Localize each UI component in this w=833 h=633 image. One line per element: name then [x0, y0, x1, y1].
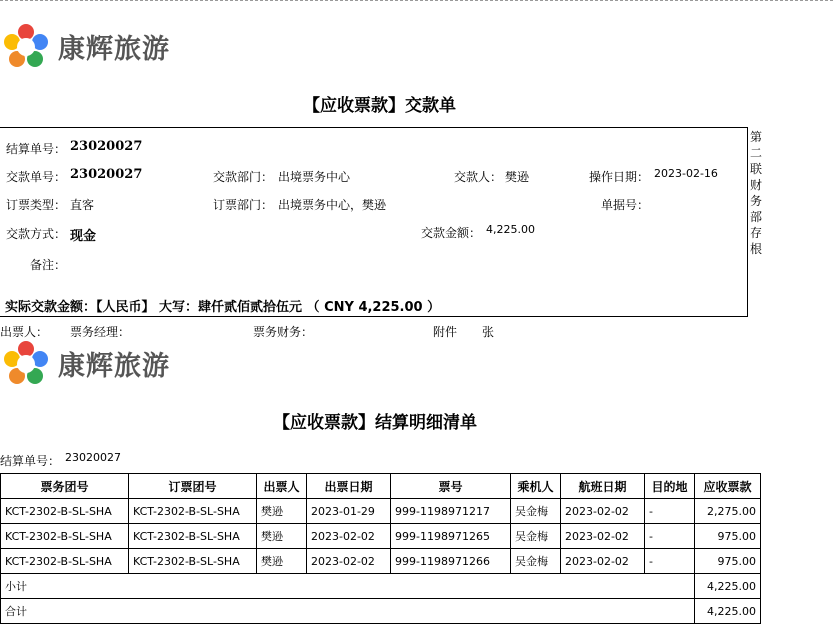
pay-method-label: 交款方式： [6, 227, 67, 241]
op-date-value: 2023-02-16 [654, 167, 718, 180]
company-name-2: 康辉旅游 [58, 350, 170, 382]
issuer-label: 出票人： [0, 325, 49, 339]
op-date-label: 操作日期： [589, 170, 650, 184]
order-dept-label: 订票部门： [213, 198, 274, 212]
total-row [1, 599, 761, 624]
payment-no-label: 交款单号： [6, 170, 67, 184]
order-type-label: 订票类型： [6, 198, 67, 212]
finance-label: 票务财务： [253, 325, 314, 339]
cell: 樊逊 [257, 524, 307, 549]
cell: 吴金梅 [511, 524, 561, 549]
cell: 2023-01-29 [307, 499, 391, 524]
col-issuer: 出票人 [257, 474, 307, 499]
table-row [1, 549, 761, 574]
col-ticket-no: 票号 [391, 474, 511, 499]
cell: - [645, 499, 695, 524]
subtotal-label: 小计 [1, 574, 695, 599]
detail-settlement-label: 结算单号： [0, 454, 61, 468]
company-logo-2 [2, 339, 170, 387]
subtotal-row [1, 574, 761, 599]
cell: 吴金梅 [511, 549, 561, 574]
copy-note: 第二联财务部存根 [749, 130, 762, 256]
cell: - [645, 524, 695, 549]
cell: 吴金梅 [511, 499, 561, 524]
flower-logo-icon [2, 22, 50, 70]
cell: 975.00 [695, 549, 761, 574]
company-name: 康辉旅游 [58, 33, 170, 65]
col-order-group: 订票团号 [129, 474, 257, 499]
cell: 999-1198971266 [391, 549, 511, 574]
cell: KCT-2302-B-SL-SHA [129, 524, 257, 549]
cell: 樊逊 [257, 549, 307, 574]
settlement-no-value: 23020027 [70, 139, 143, 154]
cell: KCT-2302-B-SL-SHA [129, 499, 257, 524]
cell: 2023-02-02 [561, 524, 645, 549]
doc-no-label: 单据号： [601, 198, 650, 212]
manager-label: 票务经理： [70, 325, 131, 339]
actual-amount-text: 实际交款金额：【人民币】 大写：肆仟贰佰贰拾伍元 （ CNY 4,225.00 ） [5, 300, 441, 315]
col-destination: 目的地 [645, 474, 695, 499]
detail-settlement-value: 23020027 [65, 451, 121, 464]
remark-label: 备注： [30, 258, 67, 272]
company-logo [2, 22, 170, 70]
receipt-title: 【应收票款】交款单 [303, 96, 456, 116]
col-receivable: 应收票款 [695, 474, 761, 499]
payment-dept-label: 交款部门： [213, 170, 274, 184]
cell: 2023-02-02 [561, 549, 645, 574]
payment-no-value: 23020027 [70, 167, 143, 182]
receipt-box [0, 127, 748, 317]
settlement-no-label: 结算单号： [6, 142, 67, 156]
cell: 999-1198971265 [391, 524, 511, 549]
subtotal-value: 4,225.00 [695, 574, 761, 599]
total-label: 合计 [1, 599, 695, 624]
col-issue-date: 出票日期 [307, 474, 391, 499]
payer-label: 交款人： [454, 170, 503, 184]
col-ticket-group: 票务团号 [1, 474, 129, 499]
cell: - [645, 549, 695, 574]
flower-logo-icon [2, 339, 50, 387]
cell: 975.00 [695, 524, 761, 549]
cell: KCT-2302-B-SL-SHA [1, 499, 129, 524]
cell: KCT-2302-B-SL-SHA [1, 549, 129, 574]
payment-dept-value: 出境票务中心 [278, 170, 351, 184]
page-dashed-edge [0, 0, 833, 1]
cell: 2,275.00 [695, 499, 761, 524]
table-row [1, 499, 761, 524]
sheets-label: 张 [482, 325, 495, 339]
cell: 2023-02-02 [307, 524, 391, 549]
table-header-row [1, 474, 761, 499]
cell: 2023-02-02 [561, 499, 645, 524]
table-row [1, 524, 761, 549]
cell: 樊逊 [257, 499, 307, 524]
cell: 999-1198971217 [391, 499, 511, 524]
payer-value: 樊逊 [505, 170, 530, 184]
order-type-value: 直客 [70, 198, 95, 212]
pay-amount-label: 交款金额： [421, 226, 482, 240]
total-value: 4,225.00 [695, 599, 761, 624]
settlement-detail-table [0, 473, 761, 624]
col-passenger: 乘机人 [511, 474, 561, 499]
pay-method-value: 现金 [70, 229, 97, 244]
cell: KCT-2302-B-SL-SHA [1, 524, 129, 549]
attachment-label: 附件 [433, 325, 458, 339]
cell: KCT-2302-B-SL-SHA [129, 549, 257, 574]
col-flight-date: 航班日期 [561, 474, 645, 499]
cell: 2023-02-02 [307, 549, 391, 574]
detail-title: 【应收票款】结算明细清单 [273, 413, 477, 433]
pay-amount-value: 4,225.00 [486, 223, 535, 236]
order-dept-value: 出境票务中心，樊逊 [278, 198, 387, 212]
